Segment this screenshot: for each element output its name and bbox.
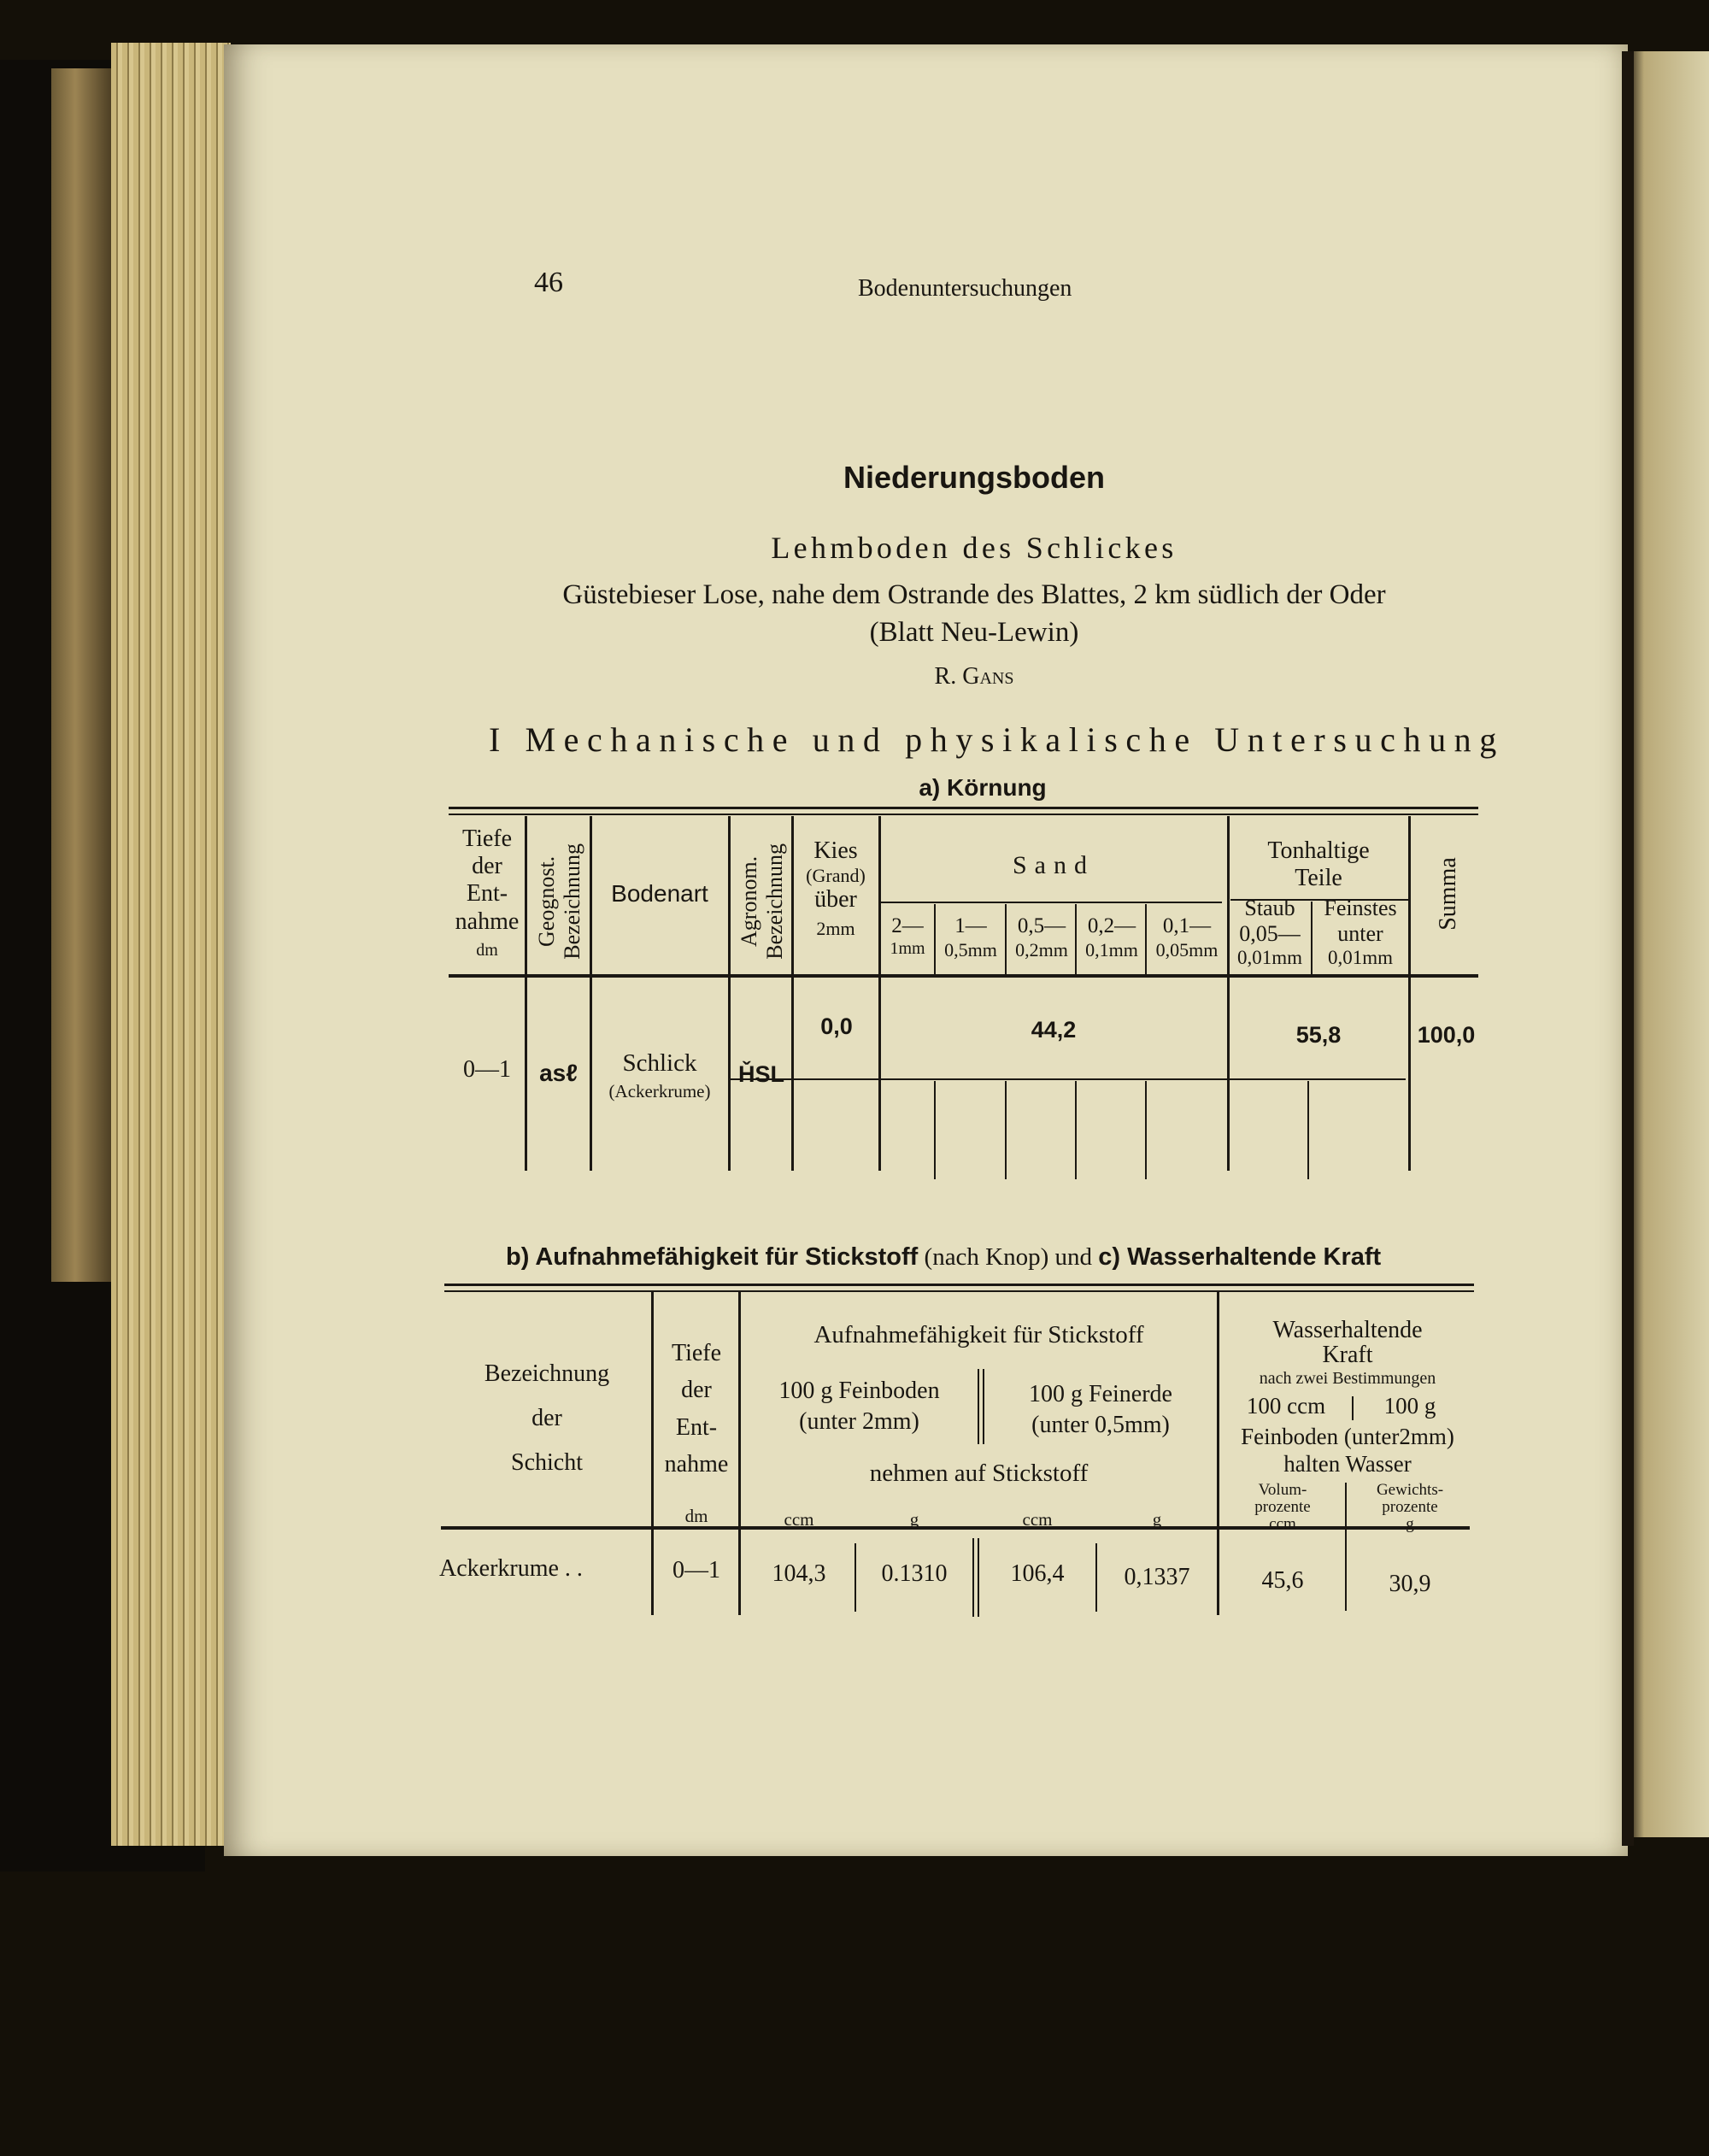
col-divider bbox=[590, 816, 592, 1171]
header-wasser-100ccm: 100 ccm bbox=[1246, 1393, 1326, 1419]
location-line: Güstebieser Lose, nahe dem Ostrande des Blattes, 2 km südlich der Oder bbox=[562, 579, 1386, 610]
sheet-line: (Blatt Neu-Lewin) bbox=[869, 617, 1079, 648]
header-tiefe: Tiefe der Ent- nahme dm bbox=[455, 825, 520, 960]
page-stack bbox=[111, 43, 231, 1846]
header-kies: Kies (Grand) über 2mm bbox=[806, 837, 866, 939]
col-divider bbox=[1408, 816, 1411, 1171]
cell-feinboden-g: 0.1310 bbox=[881, 1560, 948, 1587]
header-tiefe-unit: dm bbox=[684, 1506, 708, 1526]
cell-volum: 45,6 bbox=[1261, 1567, 1304, 1594]
header-geognost: Geognost. Bezeichnung bbox=[534, 843, 584, 960]
cell-kies: 0,0 bbox=[820, 1013, 853, 1039]
next-page-edge bbox=[1628, 51, 1709, 1837]
header-feinstes: Feinstes unter 0,01mm bbox=[1324, 896, 1397, 968]
col-divider-double bbox=[978, 1369, 979, 1444]
header-wasser: Wasserhaltende Kraft bbox=[1272, 1317, 1423, 1369]
rule-sand-sub bbox=[880, 902, 1222, 903]
col-divider-sand bbox=[1075, 1081, 1077, 1179]
header-agronom: Agronom. Bezeichnung bbox=[737, 843, 787, 960]
subsection-a: a) Körnung bbox=[919, 774, 1047, 801]
rule-value-row bbox=[731, 1078, 1406, 1080]
section-bc-heading bbox=[506, 1243, 1463, 1272]
header-tiefe: Tiefe der Ent- nahme bbox=[664, 1340, 729, 1478]
cell-geognost: asℓ bbox=[539, 1060, 578, 1086]
rule-top bbox=[444, 1284, 1474, 1286]
col-divider-double bbox=[972, 1538, 974, 1617]
cell-feinerde-g: 0,1337 bbox=[1124, 1564, 1190, 1590]
cell-agronom: ȞSL bbox=[738, 1061, 784, 1087]
page-number: 46 bbox=[534, 267, 563, 298]
unit-feinboden-ccm: ccm bbox=[784, 1509, 814, 1530]
section-heading: I Mechanische und physikalische Untersuchung bbox=[489, 720, 1505, 759]
header-wasser-100g: 100 g bbox=[1383, 1393, 1436, 1419]
page-title: Niederungsboden bbox=[843, 460, 1106, 495]
header-sand-05-02: 0,5— 0,2mm bbox=[1015, 914, 1068, 961]
cell-summa: 100,0 bbox=[1417, 1022, 1476, 1048]
gilt-edge bbox=[51, 68, 111, 1282]
heading-method: (nach Knop) und bbox=[924, 1243, 1093, 1271]
subtitle: Lehmboden des Schlickes bbox=[771, 531, 1178, 565]
unit-feinerde-g: g bbox=[1152, 1509, 1162, 1530]
header-volum: Volum- prozente ccm bbox=[1254, 1481, 1311, 1533]
cell-gewicht: 30,9 bbox=[1389, 1571, 1431, 1597]
header-summa: Summa bbox=[1435, 857, 1461, 931]
cell-feinboden-ccm: 104,3 bbox=[772, 1560, 826, 1587]
author: R. Gans bbox=[934, 663, 1014, 690]
header-gewicht: Gewichts- prozente g bbox=[1376, 1481, 1444, 1533]
header-bezeichnung: Bezeichnung der Schicht bbox=[484, 1360, 610, 1476]
rule-header-bottom bbox=[449, 974, 1478, 978]
heading-b: b) Aufnahmefähigkeit für Stickstoff bbox=[506, 1243, 919, 1271]
header-sand-1-05: 1— 0,5mm bbox=[944, 914, 997, 961]
page-gutter bbox=[1622, 51, 1634, 1846]
col-divider-sand bbox=[934, 1081, 936, 1179]
header-tonhaltige: Tonhaltige Teile bbox=[1267, 837, 1370, 892]
header-sand: Sand bbox=[1013, 851, 1095, 879]
rule-top-inner bbox=[449, 814, 1478, 815]
header-wasser-halten: halten Wasser bbox=[1283, 1451, 1412, 1477]
header-sand-2-1: 2— 1mm bbox=[890, 914, 925, 958]
col-divider-ton bbox=[1307, 1081, 1309, 1179]
running-head: Bodenuntersuchungen bbox=[858, 275, 1072, 302]
unit-feinboden-g: g bbox=[909, 1509, 919, 1530]
cell-bezeichnung: Ackerkrume . . bbox=[439, 1555, 583, 1582]
rule-top-inner bbox=[444, 1290, 1474, 1292]
col-divider bbox=[728, 816, 731, 1171]
header-bodenart: Bodenart bbox=[611, 880, 708, 907]
col-divider-sand bbox=[1005, 1081, 1007, 1179]
cell-feinerde-ccm: 106,4 bbox=[1010, 1560, 1065, 1587]
rule-top bbox=[449, 807, 1478, 809]
cell-bodenart: Schlick (Ackerkrume) bbox=[608, 1049, 711, 1102]
header-nehmen: nehmen auf Stickstoff bbox=[869, 1460, 1089, 1487]
heading-c: c) Wasserhaltende Kraft bbox=[1098, 1243, 1382, 1271]
cell-tiefe: 0—1 bbox=[672, 1557, 720, 1583]
cell-ton-total: 55,8 bbox=[1295, 1022, 1342, 1048]
unit-feinerde-ccm: ccm bbox=[1022, 1509, 1053, 1530]
header-feinboden: 100 g Feinboden (unter 2mm) bbox=[778, 1378, 940, 1436]
header-staub: Staub 0,05— 0,01mm bbox=[1236, 896, 1303, 968]
col-divider-sand bbox=[1145, 1081, 1147, 1179]
header-feinerde: 100 g Feinerde (unter 0,5mm) bbox=[1029, 1381, 1172, 1439]
header-wasser-feinboden: Feinboden (unter2mm) bbox=[1241, 1424, 1454, 1449]
cell-tiefe: 0—1 bbox=[463, 1056, 511, 1083]
header-sand-01-005: 0,1— 0,05mm bbox=[1155, 914, 1219, 961]
header-aufnahme: Aufnahmefähigkeit für Stickstoff bbox=[813, 1321, 1144, 1348]
cell-sand-total: 44,2 bbox=[1031, 1017, 1077, 1043]
divider-small bbox=[1352, 1396, 1354, 1420]
header-sand-02-01: 0,2— 0,1mm bbox=[1085, 914, 1138, 961]
header-wasser-note: nach zwei Bestimmungen bbox=[1259, 1369, 1436, 1388]
